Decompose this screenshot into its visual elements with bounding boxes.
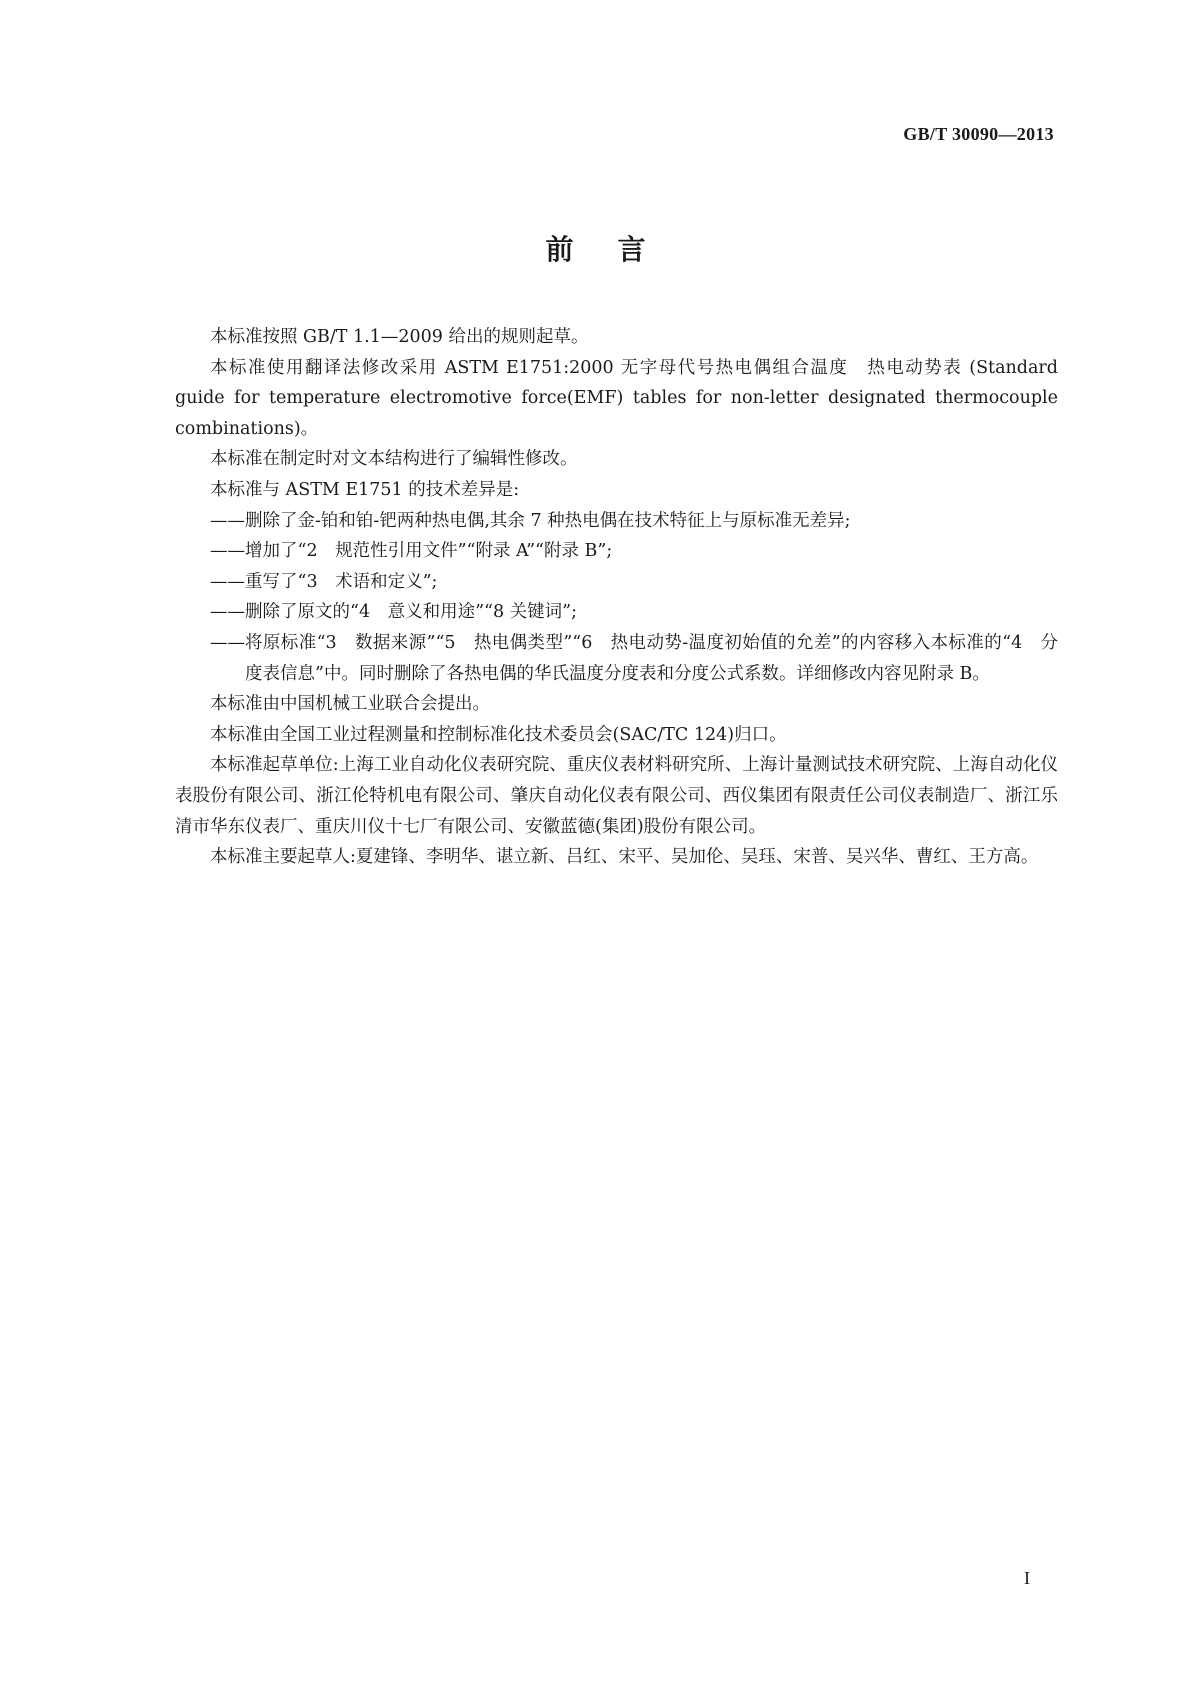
dash-mark: —— [210,541,245,562]
paragraph-proposer: 本标准由中国机械工业联合会提出。 [210,694,490,715]
dash-mark: —— [210,571,245,592]
dash-item-text: 将原标准“3 数据来源”“5 热电偶类型”“6 热电动势-温度初始值的允差”的内容移入本标准的“4 分度表信息”中。同时删除了各热电偶的华氏温度分度表和分度公式系数。详细修改内容见附录 B。 [245,632,1058,684]
standard-code: GB/T 30090—2013 [903,124,1054,144]
paragraph-technical-differences: 本标准与 ASTM E1751 的技术差异是: [210,479,520,500]
dash-item-text: 增加了“2 规范性引用文件”“附录 A”“附录 B”; [245,541,613,562]
paragraph-adoption: 本标准使用翻译法修改采用 ASTM E1751:2000 无字母代号热电偶组合温度 热电动势表 (Standard guide for temperature electromotive force(EMF) tables for non-letter designated thermocouple combinations)。 [175,357,1058,439]
foreword-body [175,322,1058,873]
dash-mark: —— [210,602,245,623]
dash-mark: —— [210,632,245,653]
dash-item-text: 删除了金-铂和铂-钯两种热电偶,其余 7 种热电偶在技术特征上与原标准无差异; [245,510,851,531]
dash-item [175,536,1058,567]
dash-item [175,506,1058,537]
paragraph-drafting-organizations: 本标准起草单位:上海工业自动化仪表研究院、重庆仪表材料研究所、上海计量测试技术研究院、上海自动化仪表股份有限公司、浙江伦特机电有限公司、肇庆自动化仪表有限公司、西仪集团有限责任公司仪表制造厂、浙江乐清市华东仪表厂、重庆川仪十七厂有限公司、安徽蓝德(集团)股份有限公司。 [175,755,1058,837]
page-title: 前言 [545,233,690,266]
dash-item [175,597,1058,628]
paragraph-editorial-changes: 本标准在制定时对文本结构进行了编辑性修改。 [210,449,578,470]
page-number: I [1024,1568,1030,1588]
paragraph-technical-committee: 本标准由全国工业过程测量和控制标准化技术委员会(SAC/TC 124)归口。 [210,724,787,745]
paragraph-drafters: 本标准主要起草人:夏建锋、李明华、谌立新、吕红、宋平、吴加伦、吴珏、宋普、吴兴华、曹红、王方高。 [210,847,1039,868]
dash-item-text: 删除了原文的“4 意义和用途”“8 关键词”; [245,602,578,623]
dash-mark: —— [210,510,245,531]
paragraph-drafting-rules: 本标准按照 GB/T 1.1—2009 给出的规则起草。 [210,327,589,347]
dash-item [175,628,1058,689]
dash-item-text: 重写了“3 术语和定义”; [245,571,438,592]
dash-item [175,567,1058,598]
